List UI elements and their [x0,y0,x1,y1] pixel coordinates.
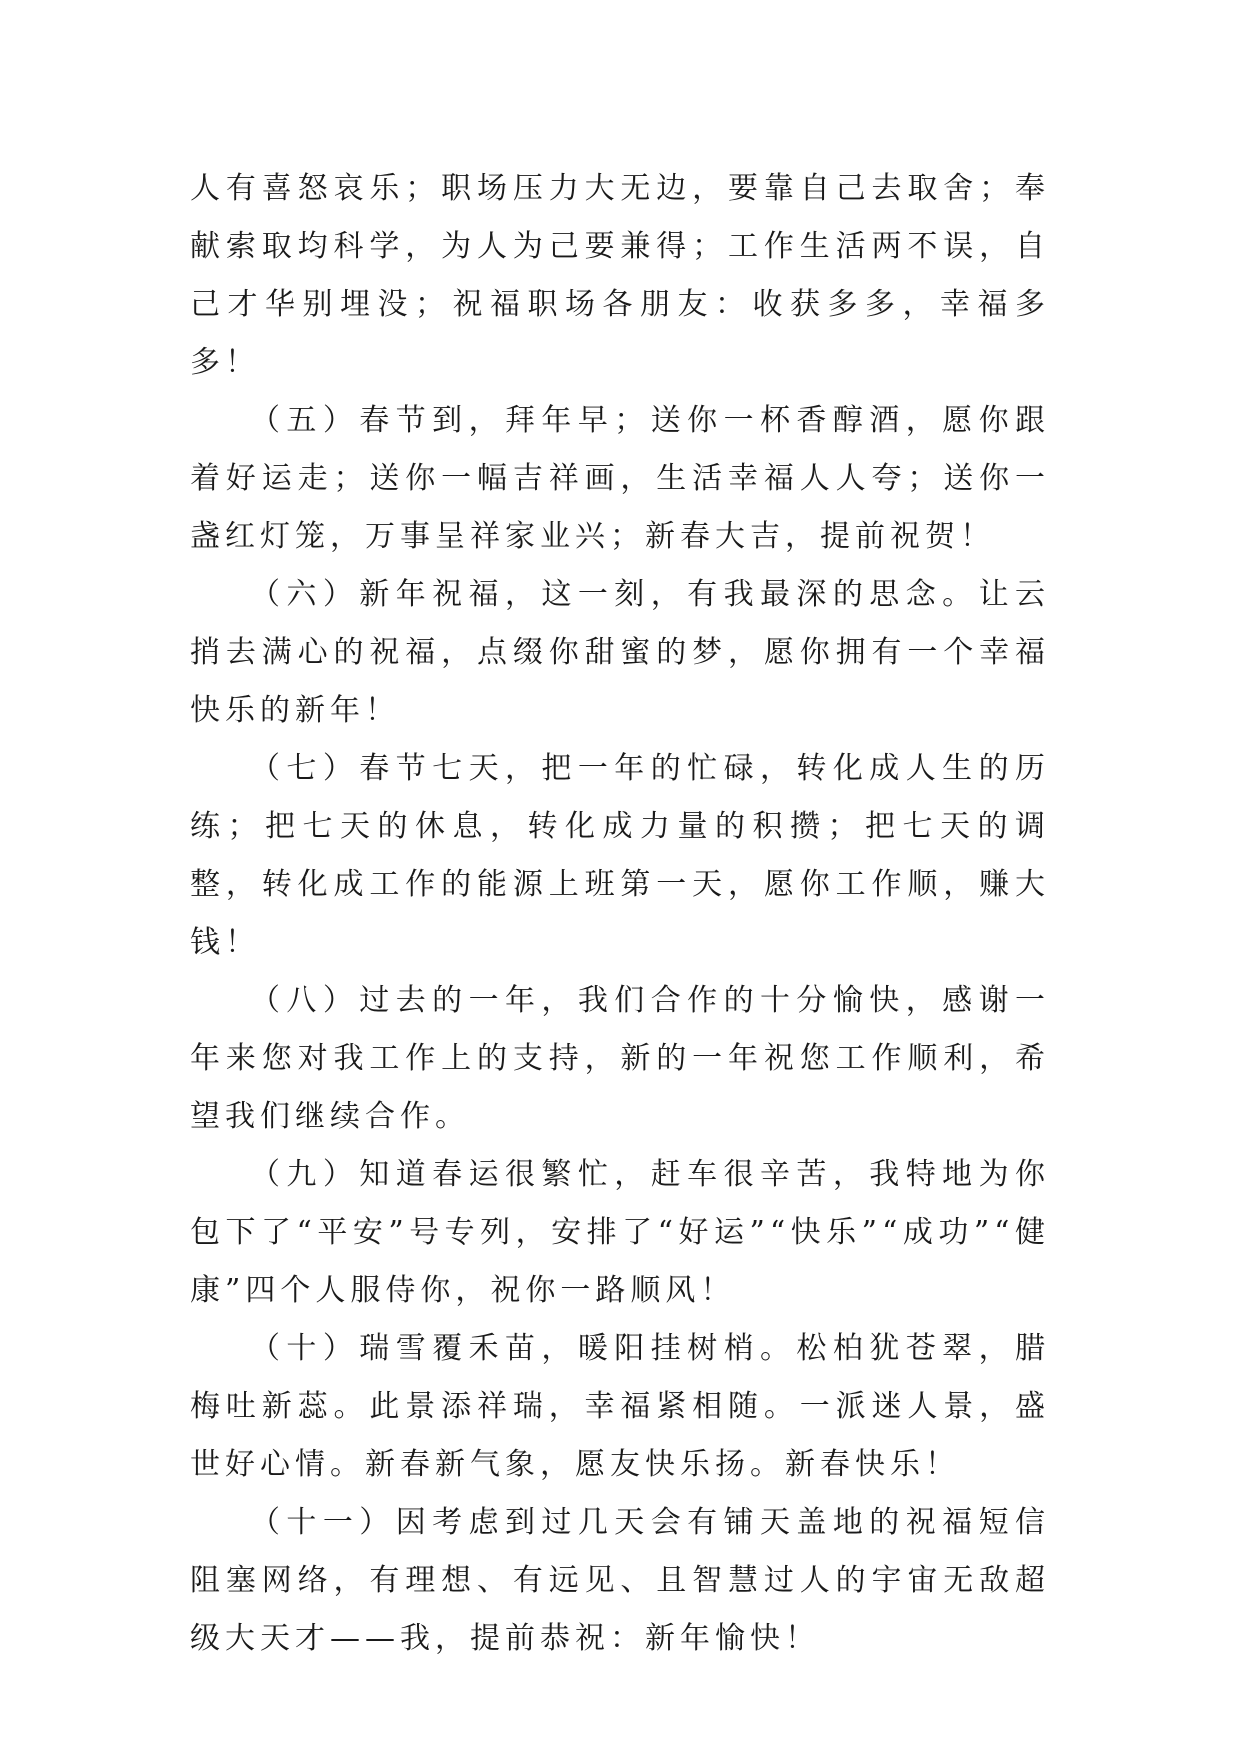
paragraph-6: （六）新年祝福，这一刻，有我最深的思念。让云捎去满心的祝福，点缀你甜蜜的梦，愿你拥有一个幸福快乐的新年！ [190,577,1050,728]
document-body [190,160,1050,1668]
paragraph-8: （八）过去的一年，我们合作的十分愉快，感谢一年来您对我工作上的支持，新的一年祝您工作顺利，希望我们继续合作。 [190,983,1050,1134]
paragraph-continued: 人有喜怒哀乐；职场压力大无边，要靠自己去取舍；奉献索取均科学，为人为己要兼得；工作生活两不误，自己才华别埋没；祝福职场各朋友：收获多多，幸福多多！ [190,171,1050,380]
paragraph-11: （十一）因考虑到过几天会有铺天盖地的祝福短信阻塞网络，有理想、有远见、且智慧过人的宇宙无敌超级大天才——我，提前恭祝：新年愉快！ [190,1505,1050,1656]
paragraph-9: （九）知道春运很繁忙，赶车很辛苦，我特地为你包下了“平安”号专列，安排了“好运”“快乐”“成功”“健康”四个人服侍你，祝你一路顺风！ [190,1157,1050,1308]
paragraph-10: （十）瑞雪覆禾苗，暖阳挂树梢。松柏犹苍翠，腊梅吐新蕊。此景添祥瑞，幸福紧相随。一派迷人景，盛世好心情。新春新气象，愿友快乐扬。新春快乐！ [190,1331,1050,1482]
paragraph-5: （五）春节到，拜年早；送你一杯香醇酒，愿你跟着好运走；送你一幅吉祥画，生活幸福人人夸；送你一盏红灯笼，万事呈祥家业兴；新春大吉，提前祝贺！ [190,403,1050,554]
paragraph-7: （七）春节七天，把一年的忙碌，转化成人生的历练；把七天的休息，转化成力量的积攒；把七天的调整，转化成工作的能源上班第一天，愿你工作顺，赚大钱！ [190,751,1050,960]
